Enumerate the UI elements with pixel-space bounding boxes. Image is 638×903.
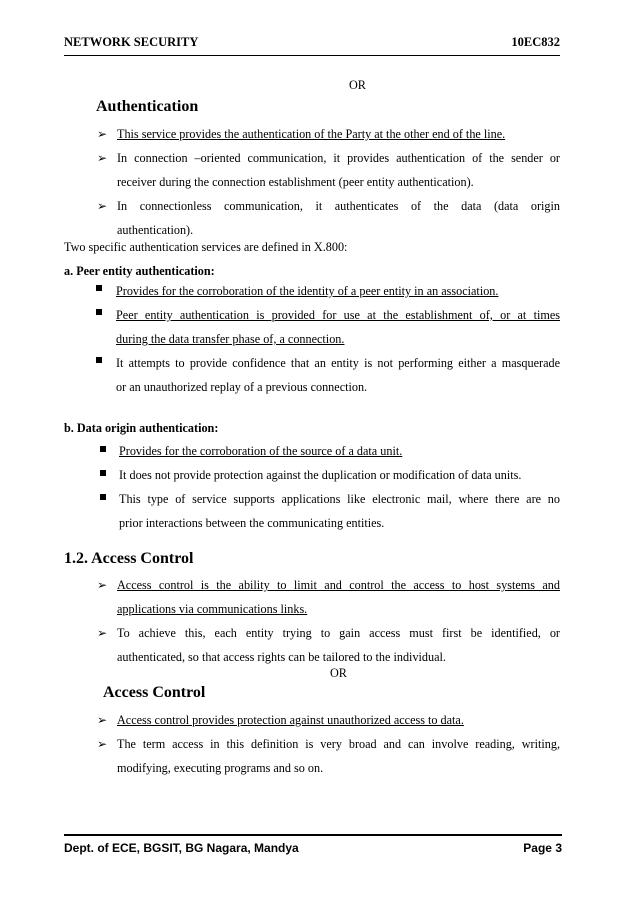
ac-bullet-1-line-1: Access control is the ability to limit and control the access to host systems and [117, 578, 560, 592]
square-bullet-icon [96, 357, 102, 363]
auth-bullet-2-line-1: In connection –oriented communication, it provides authentication of the sender or [117, 151, 560, 165]
ac2-bullet-1: Access control provides protection against unauthorized access to data. [117, 713, 464, 727]
x800-intro: Two specific authentication services are defined in X.800: [64, 240, 348, 254]
dor-bullet-2: It does not provide protection against the duplication or modification of data units. [119, 468, 522, 482]
peer-bullet-2-line-1: Peer entity authentication is provided for use at the establishment of, or at times [116, 308, 560, 322]
dor-bullet-1: Provides for the corroboration of the source of a data unit. [119, 444, 403, 458]
auth-heading: Authentication [96, 98, 199, 115]
peer-entity-heading: a. Peer entity authentication: [64, 264, 215, 278]
ac-bullet-2-line-1: To achieve this, each entity trying to gain access must first be identified, or [117, 626, 560, 640]
auth-bullet-2-line-2: receiver during the connection establishment (peer entity authentication). [117, 175, 474, 189]
footer-department: Dept. of ECE, BGSIT, BG Nagara, Mandya [64, 841, 299, 855]
square-bullet-icon [96, 285, 102, 291]
footer-page-number: Page 3 [523, 841, 562, 855]
peer-bullet-3-line-1: It attempts to provide confidence that an entity is not performing either a masquerade [116, 356, 560, 370]
ac-bullet-1-line-2: applications via communications links. [117, 602, 308, 616]
or-separator: OR [330, 666, 347, 680]
square-bullet-icon [100, 446, 106, 452]
or-separator: OR [349, 78, 366, 92]
peer-bullet-1: Provides for the corroboration of the identity of a peer entity in an association. [116, 284, 499, 298]
auth-bullet-3-line-2: authentication). [117, 223, 194, 237]
dor-bullet-3-line-2: prior interactions between the communicating entities. [119, 516, 385, 530]
arrow-bullet-icon: ➢ [97, 713, 108, 727]
square-bullet-icon [100, 494, 106, 500]
arrow-bullet-icon: ➢ [97, 199, 108, 213]
header-course-code: 10EC832 [511, 35, 560, 49]
page-header [64, 33, 560, 56]
access-control-heading: 1.2. Access Control [64, 550, 194, 567]
arrow-bullet-icon: ➢ [97, 151, 108, 165]
access-control-heading-2: Access Control [103, 684, 206, 701]
auth-bullet-3-line-1: In connectionless communication, it authenticates of the data (data origin [117, 199, 560, 213]
peer-bullet-2-line-2: during the data transfer phase of, a connection. [116, 332, 345, 346]
square-bullet-icon [100, 470, 106, 476]
data-origin-heading: b. Data origin authentication: [64, 421, 219, 435]
ac2-bullet-2-line-2: modifying, executing programs and so on. [117, 761, 324, 775]
ac-bullet-2-line-2: authenticated, so that access rights can be tailored to the individual. [117, 650, 446, 664]
header-title: NETWORK SECURITY [64, 35, 199, 49]
square-bullet-icon [96, 309, 102, 315]
ac2-bullet-2-line-1: The term access in this definition is very broad and can involve reading, writing, [117, 737, 560, 751]
arrow-bullet-icon: ➢ [97, 127, 108, 141]
page-footer [64, 834, 562, 855]
arrow-bullet-icon: ➢ [97, 737, 108, 751]
peer-bullet-3-line-2: or an unauthorized replay of a previous connection. [116, 380, 368, 394]
auth-bullet-1: This service provides the authentication of the Party at the other end of the line. [117, 127, 506, 141]
arrow-bullet-icon: ➢ [97, 578, 108, 592]
dor-bullet-3-line-1: This type of service supports applications like electronic mail, where there are no [119, 492, 560, 506]
arrow-bullet-icon: ➢ [97, 626, 108, 640]
